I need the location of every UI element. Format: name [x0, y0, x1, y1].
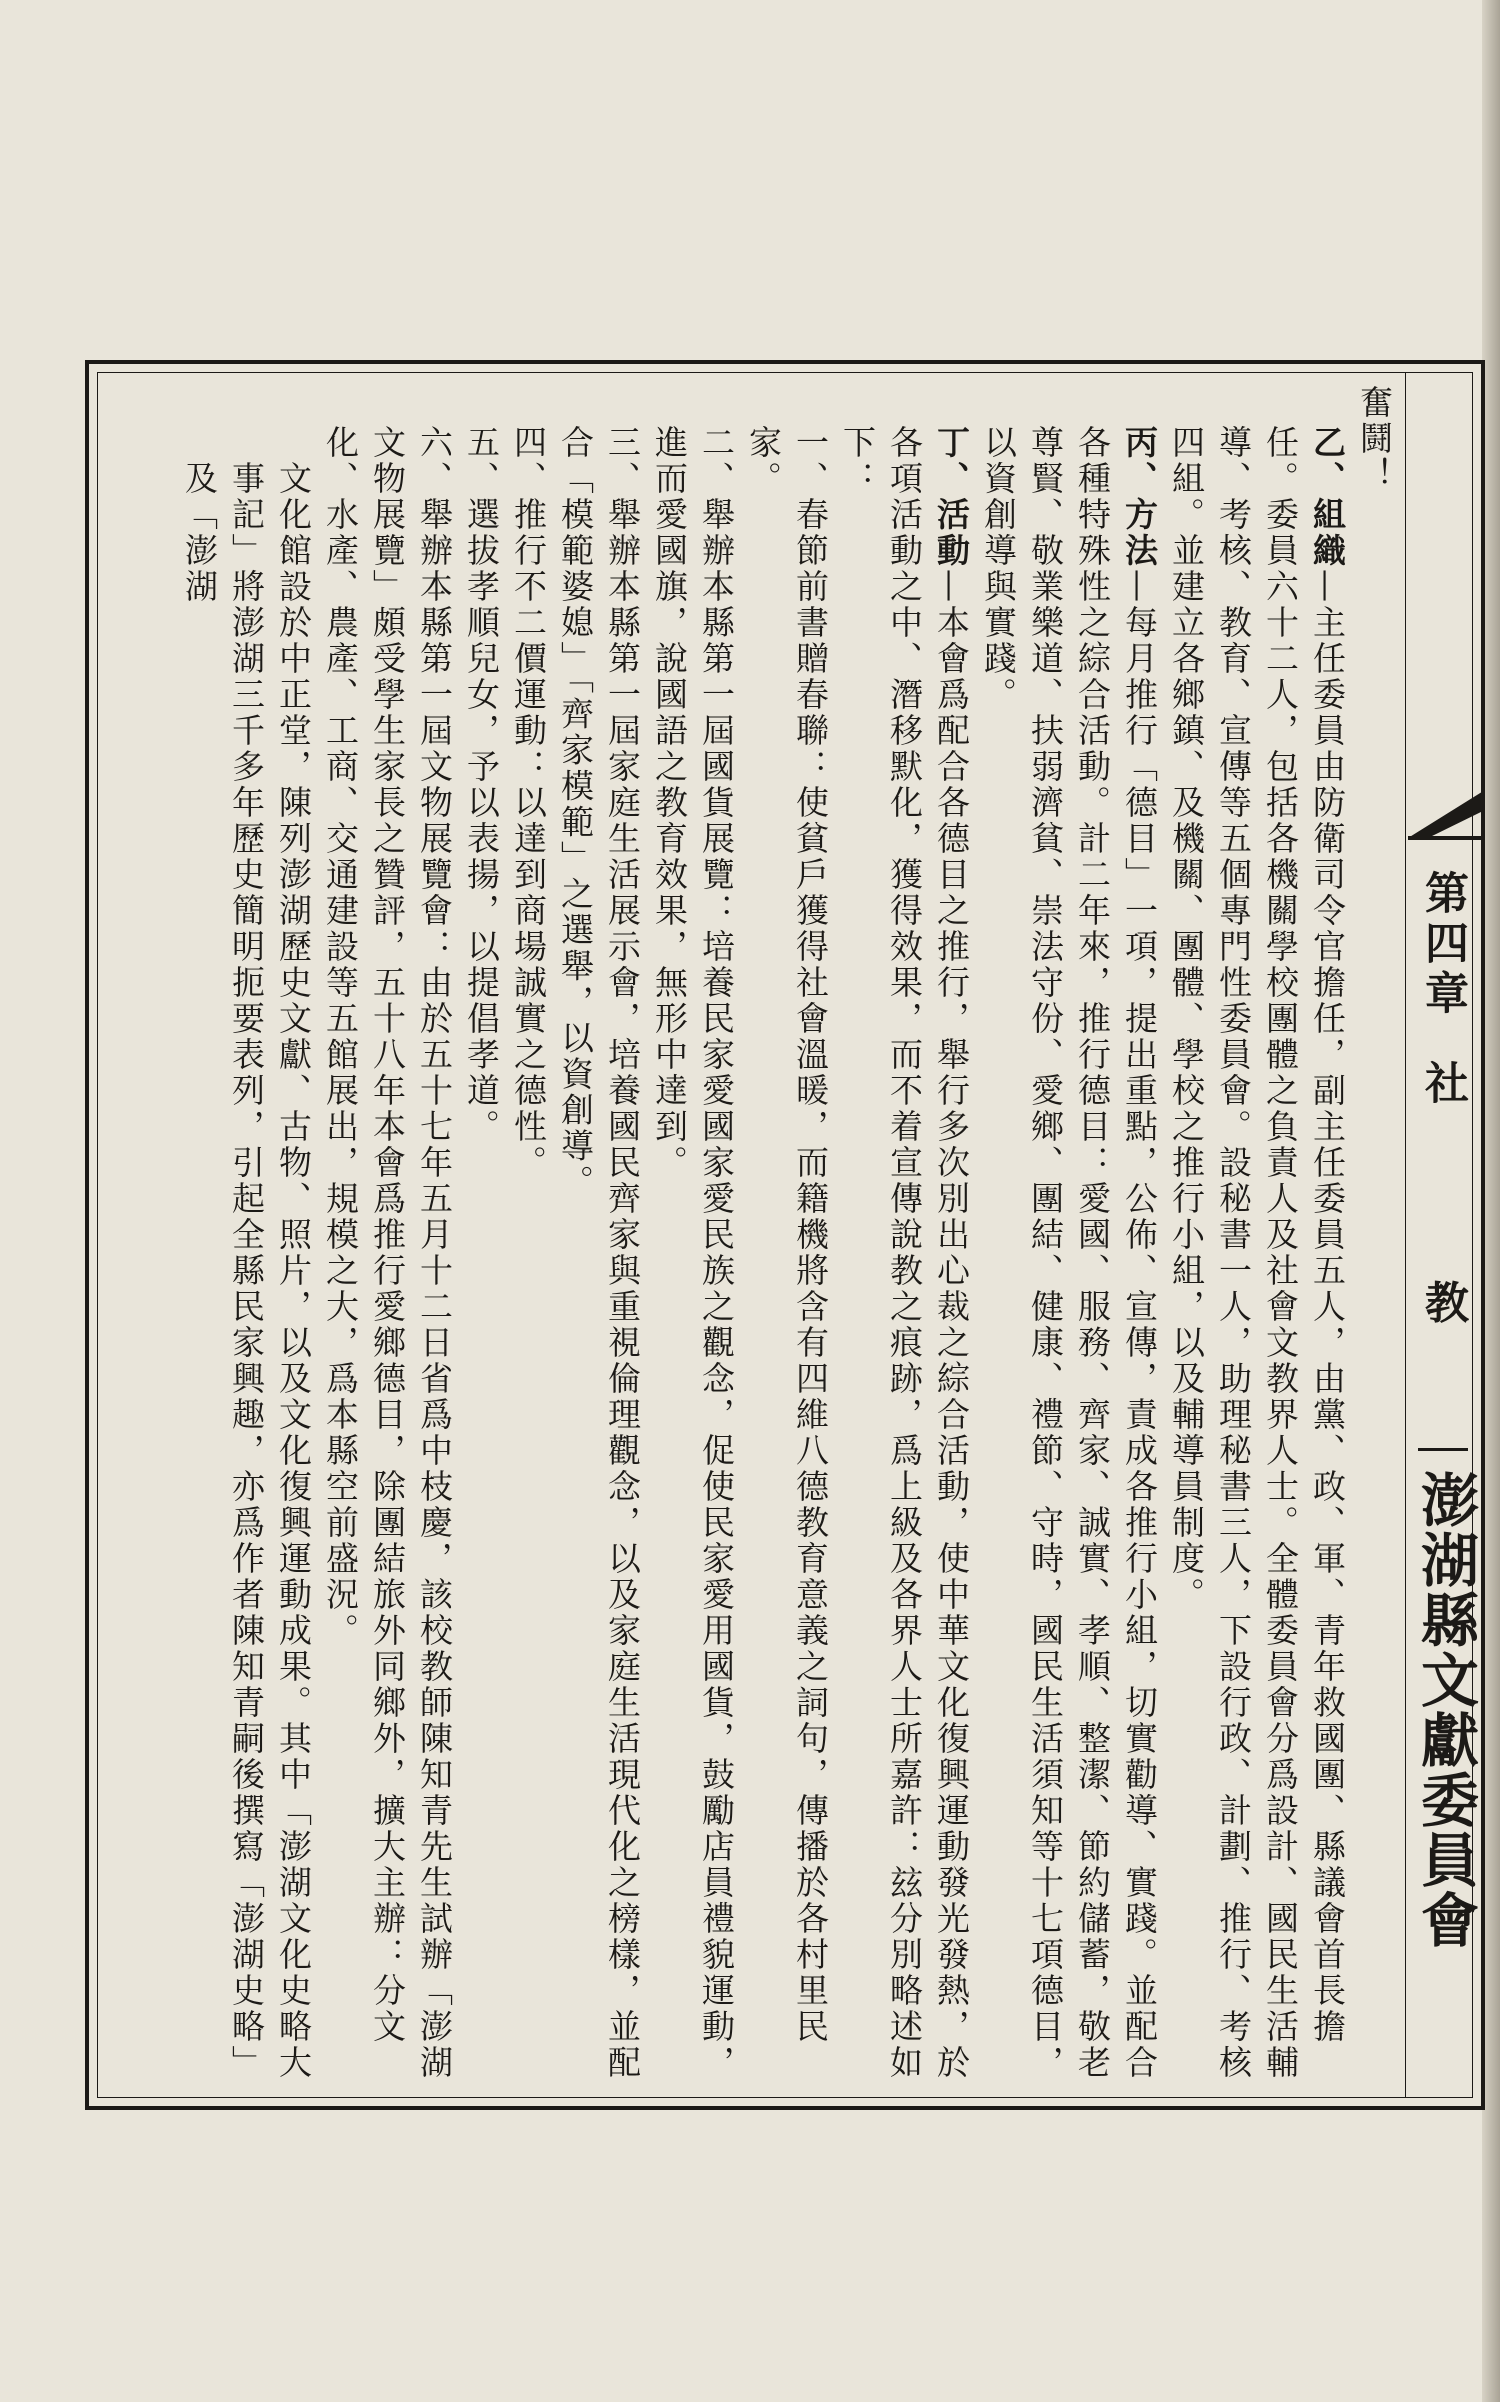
running-header-committee: 澎湖縣文獻委員會 — [1411, 1470, 1479, 1950]
chapter-tab-decoration — [1408, 780, 1485, 840]
section-heading-activities: 丁、活動 — [932, 424, 971, 569]
paragraph-culture-hall: 文化館設於中正堂，陳列澎湖歷史文獻、古物、照片，以及文化復興運動成果。其中「澎湖文化史略大事記」將澎湖三千多年歷史簡明扼要表列，引起全縣民家興趣，亦爲作者陳知青嗣後撰寫「澎湖史略」及「澎湖 — [180, 460, 313, 2081]
paragraph-fendou: 奮鬪！ — [1355, 385, 1394, 493]
section-text-method: —每月推行「德目」一項，提出重點，公佈、宣傳，責成各推行小組，切實勸導、實踐。並配合各種特殊性之綜合活動。計二年來，推行德目：愛國、服務、齊家、誠實、孝順、整潔、節約儲蓄，敬老尊賢、敬業樂道、扶弱濟貧、崇法守份、愛鄉、團結、健康、禮節、守時，國民生活須知等十七項德目，以資創導與實踐。 — [979, 424, 1159, 2081]
chapter-title: 社 教 — [1417, 1060, 1468, 1404]
list-item: 六、舉辦本縣第一屆文物展覽會：由於五十七年五月十二日省爲中枝慶，該校教師陳知青先生試辦「澎湖文物展覽」頗受學生家長之贊評，五十八年本會爲推行愛鄉德目，除團結旅外同鄉外，擴大主辦：分文化、水產、農產、工商、交通建設等五館展出，規模之大，爲本縣空前盛況。 — [321, 424, 454, 2081]
paragraph-method — [975, 385, 1163, 2085]
section-heading-method: 丙、方法 — [1120, 424, 1159, 569]
header-divider — [1405, 372, 1406, 2098]
paragraph-organization — [1163, 385, 1351, 2085]
section-heading-organization: 乙、組織 — [1308, 424, 1347, 569]
section-text-activities: —本會爲配合各德目之推行，舉行多次別出心裁之綜合活動，使中華文化復興運動發光發熱，於各項活動之中、潛移默化，獲得效果，而不着宣傳說教之痕跡，爲上級及各界人士所嘉許：玆分別略述如下： — [838, 424, 971, 2081]
list-item: 五、選拔孝順兒女，予以表揚，以提倡孝道。 — [462, 424, 501, 1145]
list-item: 二、舉辦本縣第一屆國貨展覽：培養民家愛國家愛民族之觀念，促使民家愛用國貨，鼓勵店員禮貌運動，進而愛國旗，說國語之教育效果，無形中達到。 — [650, 424, 736, 2081]
body-text — [108, 385, 1398, 2085]
chapter-number: 第四章 — [1417, 870, 1468, 1020]
list-item: 一、春節前書贈春聯：使貧戶獲得社會溫暖，而籍機將含有四維八德教育意義之詞句，傳播於各村里民家。 — [744, 424, 830, 2045]
section-text-organization: —主任委員由防衛司令官擔任，副主任委員五人，由黨、政、軍、青年救國團、縣議會首長擔任。委員六十二人，包括各機關學校團體之負責人及社會文教界人士。全體委員會分爲設計、國民生活輔導、考核、教育、宣傳等五個專門性委員會。設秘書一人，助理秘書三人，下設行政、計劃、推行、考核四組。並建立各鄉鎮、及機關、團體、學校之推行小組，以及輔導員制度。 — [1167, 424, 1347, 2081]
list-item: 三、舉辦本縣第一屆家庭生活展示會，培養國民齊家與重視倫理觀念，以及家庭生活現代化之榜樣，並配合「模範婆媳」「齊家模範」之選舉，以資創導。 — [556, 424, 642, 2081]
header-rule — [1418, 1448, 1468, 1451]
paragraph-activities — [834, 385, 975, 2085]
list-item: 四、推行不二價運動：以達到商場誠實之德性。 — [509, 424, 548, 1181]
